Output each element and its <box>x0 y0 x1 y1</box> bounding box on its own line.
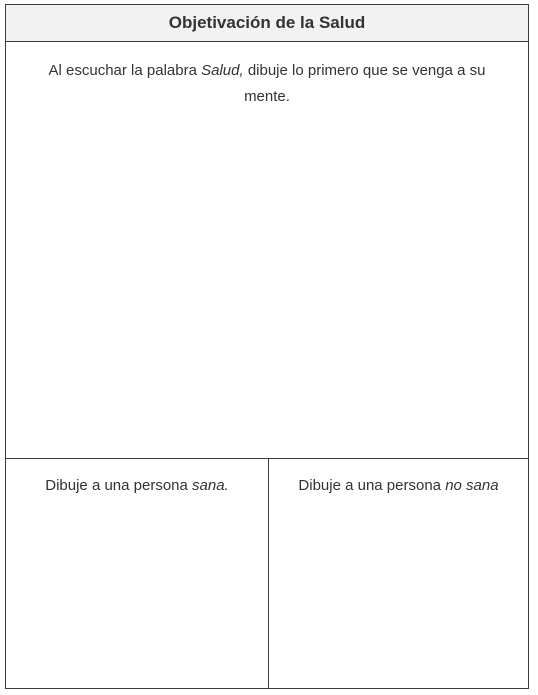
unhealthy-prompt-emphasis: no sana <box>445 477 499 494</box>
main-prompt-emphasis: Salud, <box>201 62 244 79</box>
healthy-prompt-before: Dibuje a una persona <box>45 477 193 494</box>
bottom-row <box>6 459 528 688</box>
health-drawing-area <box>6 42 528 459</box>
main-prompt-before: Al escuchar la palabra <box>48 62 202 79</box>
healthy-prompt-emphasis: sana. <box>192 477 229 494</box>
main-prompt <box>49 62 486 105</box>
main-prompt-after: dibuje lo primero que se venga a su mente. <box>243 62 486 105</box>
unhealthy-prompt-before: Dibuje a una persona <box>298 477 446 494</box>
healthy-prompt <box>45 477 228 494</box>
unhealthy-person-drawing-area <box>269 459 528 688</box>
healthy-person-drawing-area <box>6 459 269 688</box>
unhealthy-prompt <box>298 477 498 494</box>
worksheet-table <box>5 4 529 689</box>
title-row <box>6 5 528 42</box>
worksheet-title: Objetivación de la Salud <box>168 13 366 32</box>
